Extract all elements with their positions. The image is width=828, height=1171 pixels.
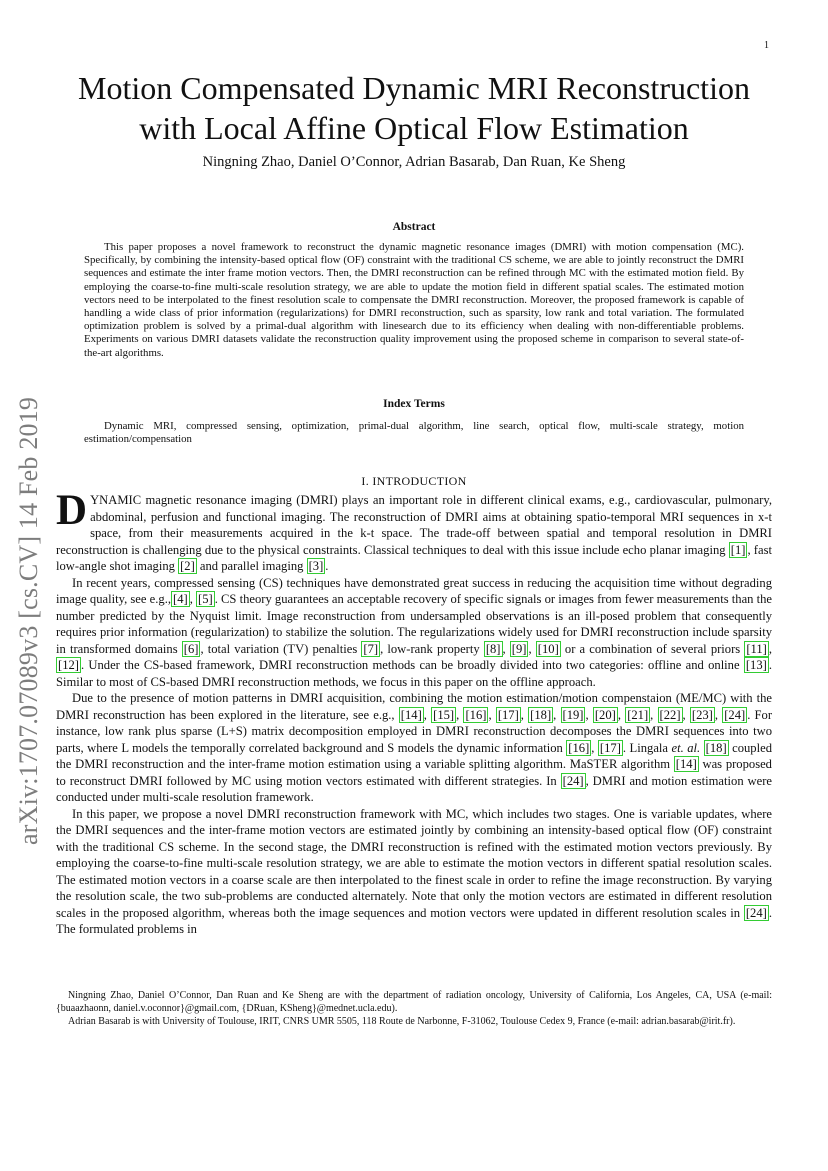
citation-link[interactable]: [17] <box>599 740 621 755</box>
index-terms-text: Dynamic MRI, compressed sensing, optimization, primal-dual algorithm, line search, optical flow, multi-scale strategy, motion estimation/compensation <box>84 420 744 446</box>
paragraph-text: coupled the DMRI reconstruction and the inter-frame motion estimation using a variable splitting algorithm. MaSTER algorithm <box>56 740 772 771</box>
citation-link[interactable]: [10] <box>537 641 559 656</box>
paragraph-1 <box>56 487 772 575</box>
paragraph-text: . Under the CS-based framework, DMRI reconstruction methods can be broadly divided into two categories: offline and online <box>80 658 744 672</box>
footnote-affiliation-1: Ningning Zhao, Daniel O’Connor, Dan Ruan and Ke Sheng are with the department of radiation oncology, University of California, Los Angeles, CA, USA (e-mail: {buaazhaonn, daniel.v.oconnor}@gmail.com, {DRuan, KSheng}@mednet.ucla.edu). <box>56 990 772 1014</box>
separator: , <box>423 707 432 722</box>
citation-link[interactable]: [18] <box>705 740 727 755</box>
title-line-2: with Local Affine Optical Flow Estimation <box>139 110 689 146</box>
separator: , <box>488 707 496 722</box>
citation-link[interactable]: [21] <box>627 707 649 722</box>
paragraph-text: , <box>502 641 510 656</box>
paragraph-text: or a combination of several priors <box>560 641 745 656</box>
footnotes <box>56 990 772 1028</box>
index-terms-heading: Index Terms <box>383 398 445 410</box>
citation-link[interactable]: [9] <box>511 641 527 656</box>
paragraph-text: , <box>591 740 598 755</box>
citation-link[interactable]: [12] <box>58 658 79 672</box>
paragraph-text: YNAMIC magnetic resonance imaging (DMRI) plays an important role in different clinical exams, e.g., cardiovascular, pulmonary, abdominal, perfusion and functional imaging. The reconstruction of DMRI aims at obtaining spatio-temporal MRI sequences in x-t space, from their measurements acquired in the k-t space. The trade-off between spatial and temporal resolution in DMRI reconstruction is challenging due to the physical constraints. Classical techniques to deal with this issue include echo planar imaging <box>56 493 772 557</box>
paragraph-text: . <box>325 559 329 573</box>
page-number: 1 <box>764 40 769 51</box>
paragraph-text: was proposed to reconstruct DMRI followed by MC using motion vectors estimated with different strategies. In <box>56 757 772 788</box>
separator: , <box>617 707 626 722</box>
separator: , <box>520 707 529 722</box>
paragraph-4 <box>56 806 772 938</box>
citation-link[interactable]: [16] <box>568 740 590 755</box>
citation-link[interactable]: [19] <box>562 707 584 722</box>
paragraph-text: In recent years, compressed sensing (CS) techniques have demonstrated great success in reducing the acquisition time without degrading image quality, see e.g., <box>56 575 772 606</box>
separator: , <box>585 707 593 722</box>
citation-link[interactable]: [11] <box>746 641 767 656</box>
citation-link[interactable]: [5] <box>198 592 213 606</box>
citation-link[interactable]: [14] <box>400 707 422 722</box>
author-list: Ningning Zhao, Daniel O’Connor, Adrian Basarab, Dan Ruan, Ke Sheng <box>202 154 626 170</box>
paragraph-text: . CS theory guarantees an acceptable recovery of specific signals or images from fewer measurements than the number predicted by the Nyquist limit. Image reconstruction from undersampled observations is an ill-posed problem that consequently requires prior information (regularization) to stabilize the solution. The regularizations widely used for DMRI reconstruction include sparsity in transformed domains <box>56 592 773 656</box>
citation-link[interactable]: [7] <box>363 641 379 656</box>
citation-link[interactable]: [16] <box>465 707 487 722</box>
paragraph-text: , <box>528 641 536 656</box>
citation-link[interactable]: [23] <box>691 707 713 722</box>
paragraph-text: , fast low-angle shot imaging <box>56 542 772 573</box>
citation-link[interactable]: [24] <box>745 905 767 920</box>
citation-link[interactable]: [18] <box>530 707 552 722</box>
separator: , <box>553 707 561 722</box>
citation-link[interactable]: [13] <box>745 658 767 672</box>
separator: , <box>682 707 690 722</box>
paragraph-text: . For instance, low rank plus sparse (L+S) matrix decomposition employed in DMRI reconstruction decomposes the DMRI sequences into two parts, where L models the temporally correlated background and S models the dynamic information <box>56 707 773 755</box>
citation-link[interactable]: [17] <box>497 707 519 722</box>
citation-link[interactable]: [6] <box>183 641 199 656</box>
arxiv-identifier-stamp: arXiv:1707.07089v3 [cs.CV] 14 Feb 2019 <box>14 396 43 845</box>
paragraph-text: , low-rank property <box>380 641 484 656</box>
paragraph-text: , total variation (TV) penalties <box>200 641 362 656</box>
et-al-italic: et. al. <box>671 740 701 755</box>
paragraph-text: . Similar to most of CS-based DMRI reconstruction methods, we focus in this paper on the offline approach. <box>56 658 772 689</box>
section-heading-introduction: I. INTRODUCTION <box>361 474 467 488</box>
paragraph-text: and parallel imaging <box>196 559 307 573</box>
paper-title <box>40 68 788 148</box>
citation-link[interactable]: [3] <box>308 559 324 573</box>
paragraph-text: . The formulated problems in <box>56 905 772 936</box>
citation-link[interactable]: [1] <box>730 542 746 557</box>
introduction-body <box>56 487 773 938</box>
abstract-heading: Abstract <box>392 221 436 233</box>
citation-link[interactable]: [24] <box>724 707 746 722</box>
paragraph-text: Due to the presence of motion patterns in DMRI acquisition, combining the motion estimation/motion compenstaion (ME/MC) with the DMRI reconstruction has been explored in the literature, see e.g., <box>56 691 772 722</box>
citation-link[interactable]: [24] <box>562 773 584 788</box>
abstract-text: This paper proposes a novel framework to reconstruct the dynamic magnetic resonance images (DMRI) with motion compensation (MC). Specifically, by combining the intensity-based optical flow (OF) constraint with the traditional CS scheme, we are able to jointly reconstruct the DMRI sequences and estimate the inter frame motion vectors. Then, the DMRI reconstruction can be refined through MC with the estimated motion field. By employing the coarse-to-fine multi-scale resolution strategy, we are able to update the motion field in different spatial scales. The estimated motion vectors need to be interpolated to the finest resolution scale to compensate the DMRI reconstruction. Moreover, the proposed framework is capable of handling a wide class of prior information (regularizations) for DMRI reconstruction, such as sparsity, low rank and total variation. The formulated optimization problem is solved by a primal-dual algorithm with linesearch due to its efficiency when dealing with non-differentiable problems. Experiments on various DMRI datasets validate the reconstruction quality improvement using the proposed scheme in comparison to several state-of-the-art algorithms. <box>84 241 744 359</box>
citation-link[interactable]: [8] <box>485 641 501 656</box>
paragraph-text: , <box>189 592 197 606</box>
citation-link[interactable]: [4] <box>173 592 188 606</box>
drop-cap: D <box>56 487 88 534</box>
paragraph-text: . Lingala <box>622 740 672 755</box>
citation-link[interactable]: [2] <box>180 559 195 573</box>
paragraph-3 <box>56 690 772 806</box>
title-line-1: Motion Compensated Dynamic MRI Reconstruction <box>78 70 750 106</box>
paragraph-text: , DMRI and motion estimation were conducted under multi-scale resolution framework. <box>56 773 772 804</box>
citation-link[interactable]: [14] <box>675 757 697 771</box>
paragraph-text: , <box>768 641 773 656</box>
paragraph-text: In this paper, we propose a novel DMRI reconstruction framework with MC, which includes two stages. One is variable updates, where the DMRI sequences and the inter-frame motion vectors are estimated jointly by combining an intensity-based optical flow (OF) constraint with the traditional CS scheme. In the second stage, the DMRI reconstruction is refined with the estimated motion vectors previously. By employing the coarse-to-fine multi-scale resolution strategy, we are able to estimate the motion vectors in different spatial resolution scales. The estimated motion vectors in a coarse scale are then interpolated to the finest scale in order to refine the image reconstruction. By varying the resolution scale, the two sub-problems are conducted alternately. Note that only the motion vectors are estimated in different resolution scales in the proposed algorithm, whereas both the image sequences and motion vectors were updated in different resolution scales in <box>56 806 772 920</box>
citation-link[interactable]: [20] <box>594 707 616 722</box>
paragraph-2 <box>56 575 772 691</box>
footnote-affiliation-2: Adrian Basarab is with University of Toulouse, IRIT, CNRS UMR 5505, 118 Route de Narbonne, F-31062, Toulouse Cedex 9, France (e-mail: adrian.basarab@irit.fr). <box>68 1015 736 1027</box>
citation-link[interactable]: [22] <box>659 707 681 722</box>
separator: , <box>650 707 658 722</box>
separator: , <box>714 707 723 722</box>
citation-link[interactable]: [15] <box>433 707 455 722</box>
separator: , <box>456 707 464 722</box>
